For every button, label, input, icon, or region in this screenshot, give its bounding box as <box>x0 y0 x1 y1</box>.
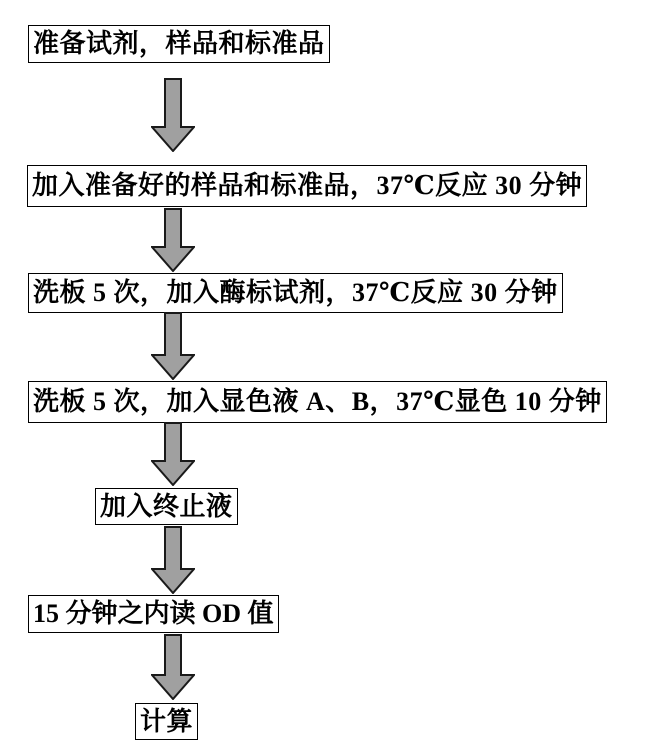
flow-step-add-stop-solution: 加入终止液 <box>95 488 238 525</box>
flow-step-calculate: 计算 <box>135 703 198 740</box>
down-arrow-icon <box>151 78 195 152</box>
down-arrow-icon <box>151 526 195 594</box>
down-arrow-icon <box>151 208 195 272</box>
flow-step-add-samples-standards: 加入准备好的样品和标准品，37℃反应 30 分钟 <box>27 165 587 207</box>
flow-step-prepare-reagents: 准备试剂，样品和标准品 <box>28 25 330 63</box>
flow-step-wash-add-enzyme: 洗板 5 次，加入酶标试剂，37℃反应 30 分钟 <box>28 273 563 313</box>
down-arrow-icon <box>151 634 195 700</box>
down-arrow-icon <box>151 312 195 380</box>
flow-step-read-od: 15 分钟之内读 OD 值 <box>28 595 279 633</box>
down-arrow-icon <box>151 422 195 486</box>
flow-step-wash-add-chromogen: 洗板 5 次，加入显色液 A、B，37℃显色 10 分钟 <box>28 381 607 423</box>
